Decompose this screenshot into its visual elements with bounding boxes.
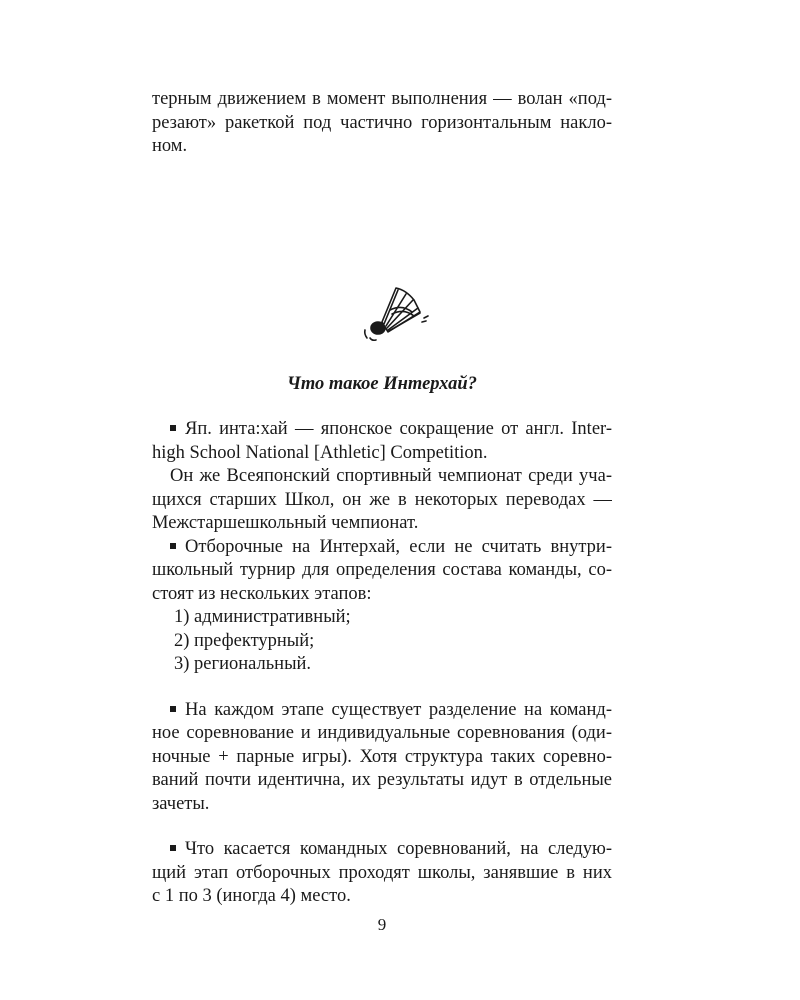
top-paragraph (152, 88, 612, 159)
bullet-icon (170, 845, 176, 851)
text-line: стоят из нескольких этапов: (152, 583, 372, 604)
text-line: Что касается командных соревнований, на следую- (185, 839, 612, 859)
list-item: 2) префектурный; (174, 630, 315, 651)
text-line: зачеты. (152, 793, 210, 814)
text-line: Он же Всеяпонский спортивный чемпионат среди уча- (170, 466, 612, 486)
page-number: 9 (377, 915, 387, 934)
list-item: 1) административный; (174, 607, 351, 627)
text-line: Яп. инта:хай — японское сокращение от англ. Inter- (185, 419, 612, 439)
bullet-icon (170, 543, 176, 549)
paragraph-4 (152, 699, 612, 817)
text-line: ном. (152, 136, 188, 156)
paragraph-1 (152, 418, 612, 465)
paragraph-3 (152, 536, 612, 607)
text-line: Межстаршешкольный чемпионат. (152, 513, 419, 533)
text-line: школьный турнир для определения состава команды, со- (152, 560, 612, 580)
text-line: high School National [Athletic] Competition. (152, 442, 488, 463)
bullet-icon (170, 706, 176, 712)
section-heading: Что такое Интерхай? (287, 374, 477, 394)
shuttlecock-icon (362, 282, 432, 344)
paragraph-5 (152, 838, 612, 909)
text-line: ночные + парные игры). Хотя структура таких соревно- (152, 746, 612, 767)
text-line: терным движением в момент выполнения — волан «под- (152, 89, 612, 109)
paragraph-2 (152, 465, 612, 536)
body-text (152, 418, 612, 909)
text-line: щихся старших Школ, он же в некоторых переводах — (152, 489, 612, 510)
text-line: щий этап отборочных проходят школы, занявшие в них (152, 862, 612, 883)
text-line: ваний почти идентична, их результаты идут в отдельные (152, 770, 612, 790)
text-line: резают» ракеткой под частично горизонтальным накло- (152, 112, 612, 133)
text-line: На каждом этапе существует разделение на команд- (185, 699, 612, 720)
list-item: 3) региональный. (174, 654, 312, 674)
text-line: с 1 по 3 (иногда 4) место. (152, 886, 351, 906)
text-line: Отборочные на Интерхай, если не считать внутри- (185, 536, 612, 557)
text-line: ное соревнование и индивидуальные соревнования (оди- (152, 723, 612, 743)
bullet-icon (170, 425, 176, 431)
